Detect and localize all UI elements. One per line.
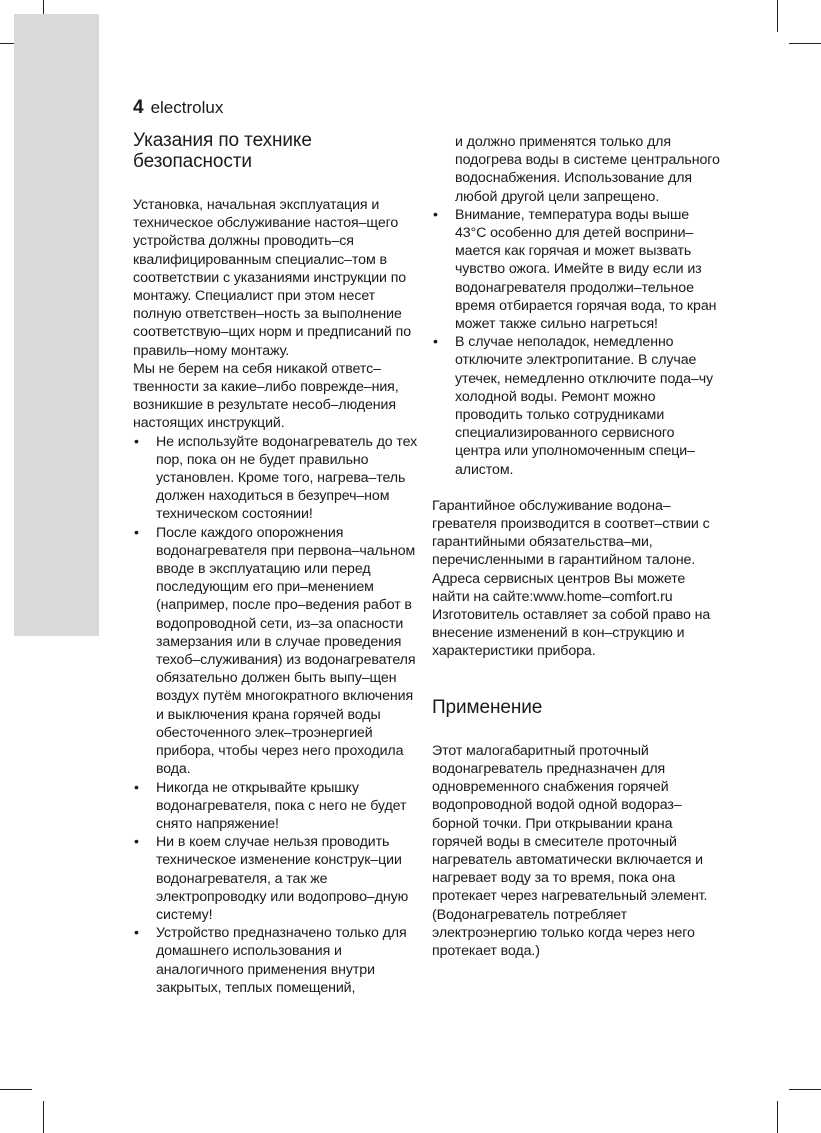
- application-text: Этот малогабаритный проточный водонагреватель предназначен для одновременного снабжения горячей водопроводной водой одной водораз–борной точки. При открывании крана горячей воды в смесителе проточный нагреватель автоматически включается и нагревает воду за то время, пока она протекает через нагревательный элемент. (Водонагреватель потребляет электроэнергию только когда через него протекает вода.): [432, 742, 708, 959]
- list-item: • В случае неполадок, немедленно отключите электропитание. В случае утечек, немедленно отключите пода–чу холодной воды. Ремонт можно проводить только сотрудниками специализированного сервисного центра или уполномоченным специ–алистом.: [433, 334, 713, 478]
- safety-title: Указания по технике безопасности: [133, 130, 312, 172]
- manufacturer-text: Изготовитель оставляет за собой право на внесение изменений в кон–струкцию и характеристики прибора.: [432, 607, 711, 660]
- brand-name: electrolux: [150, 98, 224, 117]
- safety-bullet-list-continued: [432, 206, 722, 479]
- page-header: [133, 97, 223, 119]
- bullet-icon: •: [134, 925, 139, 942]
- application-title: Применение: [432, 696, 543, 718]
- bullet-icon: •: [134, 834, 139, 851]
- list-item: • Не используйте водонагреватель до тех пор, пока он не будет правильно установлен. Кроме того, нагрева–тель должен находиться в безупреч–ном техническом состоянии!: [134, 433, 418, 523]
- bullet-continuation: и должно применятся только для подогрева воды в системе центрального водоснабжения. Использование для любой другой цели запрещено.: [455, 134, 720, 205]
- right-column: [432, 133, 722, 960]
- list-item: • Устройство предназначено только для домашнего использования и аналогичного применения внутри закрытых, теплых помещений,: [134, 925, 407, 996]
- list-item: • Никогда не открывайте крышку водонагревателя, пока с него не будет снято напряжение!: [134, 779, 407, 832]
- crop-mark-bottom-right-v: [777, 1101, 778, 1133]
- crop-mark-bottom-left-v: [43, 1101, 44, 1133]
- crop-mark-bottom-right-h: [789, 1089, 821, 1090]
- bullet-icon: •: [134, 524, 139, 541]
- warranty-text: Гарантийное обслуживание водона–гревателя производится в соответ–ствии с гарантийными обязательства–ми, перечисленными в гарантийном талоне.: [432, 497, 710, 569]
- crop-mark-top-right-v: [777, 0, 778, 32]
- bullet-icon: •: [134, 779, 139, 796]
- bullet-icon: •: [433, 206, 438, 223]
- list-item: • Ни в коем случае нельзя проводить техническое изменение конструк–ции водонагревателя, а так же электропроводку или водопрово–дную систему!: [134, 834, 409, 923]
- safety-intro: Установка, начальная эксплуатация и техническое обслуживание настоя–щего устройства должны проводить–ся квалифицированным специалис–том в соответствии с указаниями инструкции по монтажу. Специалист при этом несет полную ответствен–ность за выполнение соответствую–щих норм и предписаний по правиль–ному монтажу.: [133, 197, 412, 359]
- crop-mark-bottom-left-h: [0, 1089, 32, 1090]
- left-column: [133, 130, 418, 997]
- bullet-icon: •: [433, 334, 438, 351]
- safety-disclaimer: Мы не берем на себя никакой ответс–твенности за какие–либо поврежде–ния, возникшие в результате несоб–людения настоящих инструкций.: [133, 360, 399, 432]
- service-centers-text: Адреса сервисных центров Вы можете найти на сайте:www.home–comfort.ru: [432, 570, 686, 605]
- bullet-icon: •: [134, 433, 139, 450]
- crop-mark-top-right-h: [789, 43, 821, 44]
- sidebar-tab: [14, 14, 99, 636]
- page-number: 4: [133, 97, 144, 118]
- list-item: • Внимание, температура воды выше 43°С особенно для детей восприни–мается как горячая и может вызвать чувство ожога. Имейте в виду если из водонагревателя продолжи–тельное время отбирается горячая вода, то кран может также сильно нагреться!: [433, 206, 717, 333]
- list-item: • После каждого опорожнения водонагревателя при первона–чальном вводе в эксплуатацию или перед последующим его при–менением (например, после про–ведения работ в водопроводной сети, из–за опасности замерзания или в случае проведения техоб–служивания) из водонагревателя обязательно должен быть выпу–щен воздух путём многократного включения и выключения крана горячей воды обесточенного элек–троэнергией прибора, чтобы через него проходила вода.: [134, 524, 416, 778]
- safety-bullet-list: [133, 433, 418, 997]
